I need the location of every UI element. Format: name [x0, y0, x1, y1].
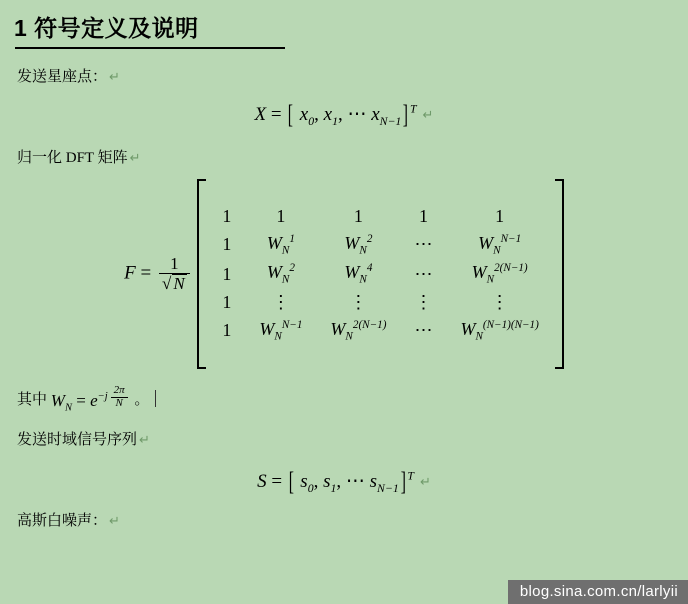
- eq2-frac-denominator: [159, 273, 190, 293]
- paragraph-text: 归一化 DFT 矩阵: [17, 150, 128, 166]
- eq1-ellipsis: ⋯: [347, 104, 367, 125]
- paragraph-text-prefix: 其中: [17, 392, 48, 409]
- eq4-comma-2: ,: [336, 471, 342, 493]
- matrix-cell: $W_N^2$: [344, 232, 373, 257]
- matrix-right-bracket: [553, 179, 564, 369]
- matrix-cell: 1: [222, 263, 232, 284]
- eq1-term-xn: $x_{N-1}$: [371, 104, 402, 128]
- eq4-ellipsis: ⋯: [345, 471, 365, 493]
- matrix-cell: ⋮: [271, 291, 290, 312]
- equation-3: [51, 385, 131, 416]
- eq4-open-bracket: [: [288, 467, 294, 497]
- matrix-cell: ⋯: [414, 233, 433, 254]
- eq4-term-s0: $s_0$: [300, 471, 314, 496]
- matrix-cell: $W_N^{N-1}$: [259, 318, 303, 343]
- eq3-base: $W_N$: [50, 391, 72, 414]
- paragraph-wn-definition: [17, 385, 674, 416]
- equation-4: [257, 467, 414, 497]
- matrix-cell: 1: [222, 320, 232, 341]
- eq3-exp-den: N: [111, 397, 128, 410]
- eq4-transpose: T: [407, 469, 414, 483]
- equation-1-block: [14, 100, 674, 130]
- paragraph-text: 发送时域信号序列: [17, 432, 138, 449]
- eq2-fraction: [159, 255, 190, 293]
- eq3-e: e: [90, 391, 98, 411]
- matrix-cell: ⋯: [414, 263, 433, 284]
- eq2-matrix: [197, 179, 563, 369]
- eq2-frac-numerator: 1: [170, 254, 179, 274]
- matrix-cell: 1: [222, 205, 232, 226]
- matrix-cell: ⋮: [490, 291, 509, 312]
- matrix-cell: $W_N^{(N-1)(N-1)}$: [460, 318, 539, 343]
- paragraph-text: 发送星座点：: [17, 69, 108, 85]
- pilcrow-mark: ↵: [109, 69, 120, 84]
- paragraph-time-domain-signal: [17, 430, 674, 451]
- eq4-comma-1: ,: [313, 471, 319, 493]
- matrix-row: [208, 316, 552, 346]
- matrix-table: [208, 203, 552, 346]
- matrix-cell: $W_N^{2(N-1)}$: [330, 318, 387, 343]
- matrix-cell: 1: [353, 205, 363, 226]
- matrix-row: [208, 289, 552, 316]
- pilcrow-mark: ↵: [109, 513, 120, 529]
- matrix-cell: $W_N^{N-1}$: [478, 232, 522, 257]
- matrix-left-bracket: [197, 179, 208, 369]
- paragraph-gaussian-noise: [17, 511, 674, 532]
- eq1-term-x0: $x_0$: [299, 104, 315, 128]
- matrix-cell: $W_N^2$: [266, 262, 295, 286]
- matrix-row: [208, 259, 552, 289]
- eq3-exponent: −j 2π N: [98, 391, 131, 402]
- eq4-equals: =: [271, 471, 283, 493]
- eq1-close-bracket: ]: [403, 100, 409, 129]
- eq1-term-x1: $x_1$: [323, 104, 338, 128]
- eq1-transpose: T: [409, 102, 417, 116]
- eq2-equals: =: [140, 262, 152, 284]
- matrix-cell: ⋯: [414, 320, 433, 341]
- eq2-lhs: F: [124, 262, 136, 284]
- eq1-comma-1: ,: [314, 104, 319, 125]
- matrix-cell: $W_N^1$: [266, 232, 295, 257]
- matrix-cell: ⋮: [414, 291, 433, 312]
- equation-4-block: [14, 467, 674, 497]
- matrix-cell: 1: [222, 291, 232, 312]
- pilcrow-mark: ↵: [129, 150, 141, 165]
- radical-sign: √: [161, 274, 172, 293]
- matrix-cell: 1: [418, 205, 428, 226]
- eq4-term-sn: $s_{N-1}$: [369, 471, 399, 496]
- eq2-frac-den-var: N: [173, 274, 185, 293]
- matrix-cell: 1: [222, 233, 232, 254]
- matrix-cell: 1: [495, 205, 505, 226]
- heading-block: [14, 8, 674, 49]
- heading-underline: [15, 47, 285, 49]
- pilcrow-mark: ↵: [422, 106, 434, 122]
- eq1-equals: =: [270, 104, 282, 125]
- matrix-cell: $W_N^{2(N-1)}$: [471, 262, 528, 286]
- matrix-row: [208, 230, 552, 260]
- matrix-cell: ⋮: [349, 291, 368, 312]
- equation-1: [255, 100, 417, 130]
- eq3-equals: =: [76, 391, 86, 411]
- paragraph-text-suffix: 。: [134, 392, 150, 409]
- eq3-exp-num: 2π: [113, 384, 125, 396]
- page-title: 1 符号定义及说明: [14, 15, 199, 41]
- paragraph-send-constellation: [17, 67, 674, 88]
- eq3-exp-fraction: [111, 385, 128, 409]
- eq1-lhs: X: [254, 104, 267, 125]
- eq1-open-bracket: [: [288, 100, 294, 129]
- pilcrow-mark: ↵: [419, 473, 431, 489]
- equation-2: [124, 179, 564, 369]
- watermark-label: blog.sina.com.cn/larlyii: [508, 580, 688, 604]
- matrix-cell: $W_N^4$: [344, 262, 373, 286]
- eq1-comma-2: ,: [337, 104, 343, 125]
- paragraph-text: 高斯白噪声：: [17, 513, 108, 530]
- matrix-row: [208, 203, 552, 230]
- matrix-cell: 1: [276, 205, 286, 226]
- eq4-close-bracket: ]: [400, 467, 406, 497]
- text-caret: [155, 390, 156, 407]
- eq4-term-s1: $s_1$: [323, 471, 337, 496]
- pilcrow-mark: ↵: [139, 432, 150, 448]
- equation-2-block: [14, 179, 674, 369]
- eq4-lhs: S: [257, 471, 267, 493]
- paragraph-dft-matrix: [17, 148, 674, 169]
